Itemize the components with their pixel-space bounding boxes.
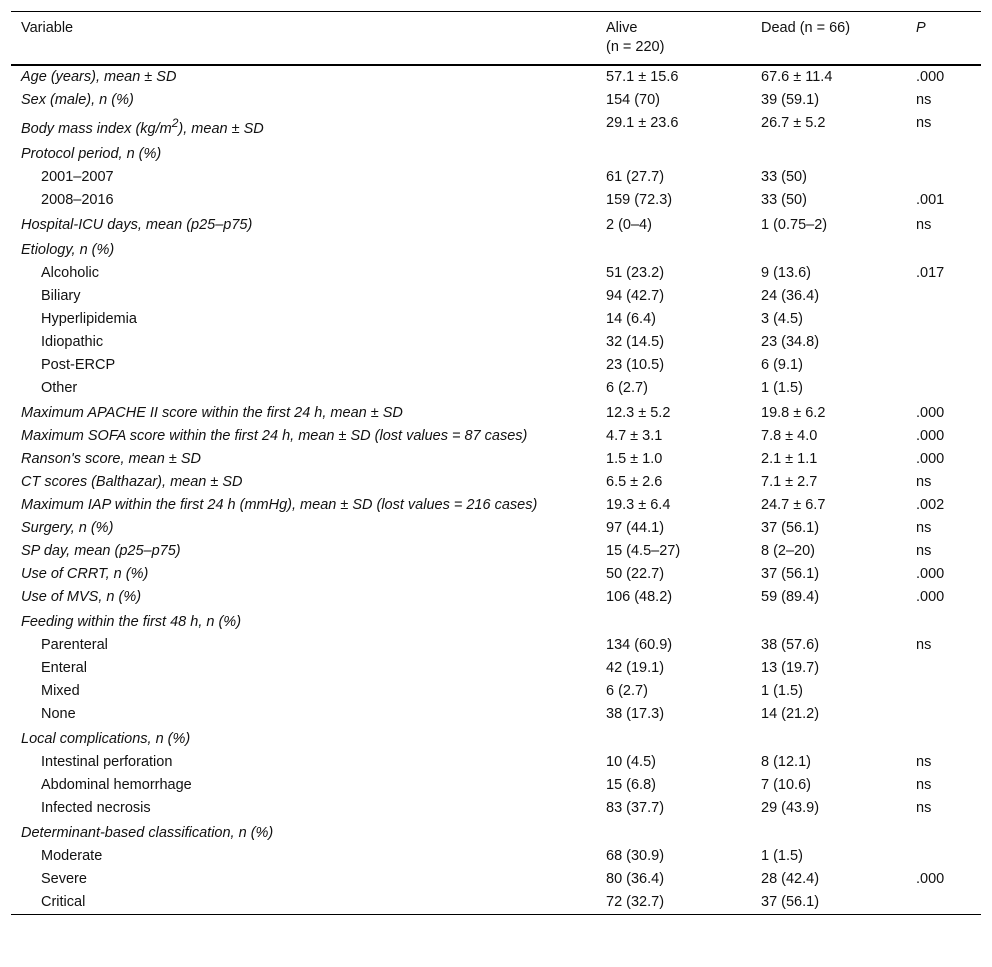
row-dead: 24.7 ± 6.7: [761, 496, 826, 513]
row-alive: 134 (60.9): [606, 636, 673, 653]
header-alive-label: Alive: [606, 20, 638, 36]
row-label-text: Body mass index (kg/m: [21, 120, 172, 137]
table-row: [11, 797, 981, 820]
table-row: [11, 89, 981, 112]
row-label-superscript: 2: [171, 116, 179, 130]
section-label: Etiology, n (%): [21, 241, 115, 258]
row-p: [906, 703, 981, 726]
row-p: [906, 657, 981, 680]
row-label: Use of MVS, n (%): [21, 588, 142, 605]
table-row: [11, 425, 981, 448]
row-dead: 37 (56.1): [761, 565, 820, 582]
row-label: Hyperlipidemia: [41, 310, 137, 327]
row-p: .000: [916, 69, 945, 85]
row-p: ns: [916, 473, 932, 490]
row-alive: 97 (44.1): [606, 519, 665, 536]
row-alive: 61 (27.7): [606, 168, 665, 185]
section-label: Local complications, n (%): [21, 730, 191, 747]
row-p: [906, 308, 981, 331]
row-p: [906, 680, 981, 703]
row-p: [906, 141, 981, 166]
section-label: Determinant-based classification, n (%): [21, 824, 274, 841]
row-dead: 29 (43.9): [761, 799, 820, 816]
row-label: Maximum SOFA score within the first 24 h, mean ± SD (lost values = 87 cases): [21, 427, 528, 444]
row-label: CT scores (Balthazar), mean ± SD: [21, 473, 243, 490]
table-row: [11, 517, 981, 540]
table-row: [11, 377, 981, 400]
row-p: .000: [916, 565, 945, 582]
table-row: [11, 400, 981, 425]
row-p: .000: [916, 450, 945, 467]
row-dead: 38 (57.6): [761, 636, 820, 653]
row-dead: 8 (12.1): [761, 753, 811, 770]
row-alive: 32 (14.5): [606, 333, 665, 350]
row-label: Abdominal hemorrhage: [41, 776, 192, 793]
row-p: [906, 609, 981, 634]
row-alive: 4.7 ± 3.1: [606, 427, 663, 444]
table-row: [11, 331, 981, 354]
row-label: Moderate: [41, 847, 103, 864]
results-table: [11, 11, 981, 915]
row-alive: 6 (2.7): [606, 682, 648, 699]
table-row: [11, 680, 981, 703]
table-row: [11, 703, 981, 726]
row-dead: 1 (1.5): [761, 379, 803, 396]
row-p: .000: [916, 870, 945, 887]
row-p: ns: [916, 519, 932, 536]
row-p: .001: [916, 191, 945, 208]
row-p: [906, 891, 981, 915]
row-dead: 7.1 ± 2.7: [761, 473, 818, 490]
table-row: [11, 308, 981, 331]
row-alive: 68 (30.9): [606, 847, 665, 864]
row-dead: 37 (56.1): [761, 893, 820, 910]
table-row: [11, 65, 981, 89]
row-alive: [596, 609, 751, 634]
row-p: [906, 377, 981, 400]
table-row: [11, 891, 981, 915]
row-label: Post-ERCP: [41, 356, 116, 373]
row-label-text: ), mean ± SD: [178, 120, 264, 137]
row-dead: 1 (1.5): [761, 847, 803, 864]
row-label: Severe: [41, 870, 87, 887]
row-p: [906, 354, 981, 377]
row-dead: 3 (4.5): [761, 310, 803, 327]
table-row: [11, 751, 981, 774]
row-dead: 24 (36.4): [761, 287, 820, 304]
row-dead: [751, 141, 906, 166]
table-row: [11, 285, 981, 308]
row-p: .000: [916, 588, 945, 605]
row-alive: 50 (22.7): [606, 565, 665, 582]
row-alive: 6 (2.7): [606, 379, 648, 396]
table-row: [11, 563, 981, 586]
row-p: [906, 237, 981, 262]
row-alive: 38 (17.3): [606, 705, 665, 722]
row-alive: 6.5 ± 2.6: [606, 473, 663, 490]
row-alive: 106 (48.2): [606, 588, 673, 605]
row-label: [11, 112, 596, 141]
row-label: Surgery, n (%): [21, 519, 114, 536]
row-dead: 6 (9.1): [761, 356, 803, 373]
table-row: [11, 354, 981, 377]
row-label: Enteral: [41, 659, 87, 676]
table-row: [11, 166, 981, 189]
table-row: [11, 448, 981, 471]
row-p: ns: [916, 753, 932, 770]
row-p: [906, 820, 981, 845]
row-p: [906, 331, 981, 354]
row-dead: [751, 726, 906, 751]
table-section-row: [11, 820, 981, 845]
row-alive: 80 (36.4): [606, 870, 665, 887]
header-alive-n: (n = 220): [606, 39, 665, 55]
section-label: Feeding within the first 48 h, n (%): [21, 613, 242, 630]
header-alive: [596, 12, 751, 66]
table-row: [11, 262, 981, 285]
row-label: Infected necrosis: [41, 799, 151, 816]
row-dead: [751, 237, 906, 262]
row-alive: 19.3 ± 6.4: [606, 496, 671, 513]
table-row: [11, 845, 981, 868]
table-row: [11, 112, 981, 141]
row-dead: 37 (56.1): [761, 519, 820, 536]
header-p: P: [916, 20, 926, 36]
row-label: Intestinal perforation: [41, 753, 173, 770]
row-dead: 59 (89.4): [761, 588, 820, 605]
row-dead: 7 (10.6): [761, 776, 811, 793]
row-alive: 51 (23.2): [606, 264, 665, 281]
row-p: .002: [916, 496, 945, 513]
table-row: [11, 212, 981, 237]
table-row: [11, 634, 981, 657]
section-label: Protocol period, n (%): [21, 145, 162, 162]
row-alive: [596, 237, 751, 262]
row-p: ns: [916, 92, 932, 108]
row-dead: 1 (0.75–2): [761, 216, 828, 233]
row-alive: 72 (32.7): [606, 893, 665, 910]
row-dead: [751, 820, 906, 845]
row-dead: 26.7 ± 5.2: [761, 115, 826, 131]
row-dead: [751, 609, 906, 634]
row-p: [906, 166, 981, 189]
row-p: ns: [916, 115, 932, 131]
table-row: [11, 471, 981, 494]
row-label: None: [41, 705, 76, 722]
row-p: [906, 285, 981, 308]
row-alive: 15 (4.5–27): [606, 542, 681, 559]
row-label: Ranson's score, mean ± SD: [21, 450, 201, 467]
row-dead: 19.8 ± 6.2: [761, 404, 826, 421]
table-section-row: [11, 726, 981, 751]
table-section-row: [11, 609, 981, 634]
row-dead: 33 (50): [761, 191, 807, 208]
row-label: Maximum APACHE II score within the first 24 h, mean ± SD: [21, 404, 403, 421]
table-header-row: [11, 12, 981, 66]
row-alive: 94 (42.7): [606, 287, 665, 304]
table-row: [11, 494, 981, 517]
row-dead: 2.1 ± 1.1: [761, 450, 818, 467]
row-alive: [596, 820, 751, 845]
table-row: [11, 774, 981, 797]
row-alive: 159 (72.3): [606, 191, 673, 208]
table-row: [11, 189, 981, 212]
row-dead: 33 (50): [761, 168, 807, 185]
row-alive: 12.3 ± 5.2: [606, 404, 671, 421]
row-label: Critical: [41, 893, 86, 910]
row-dead: 67.6 ± 11.4: [761, 69, 833, 85]
row-dead: 8 (2–20): [761, 542, 816, 559]
row-label: Mixed: [41, 682, 80, 699]
row-dead: 1 (1.5): [761, 682, 803, 699]
row-alive: 14 (6.4): [606, 310, 656, 327]
table-row: [11, 657, 981, 680]
table-row: [11, 540, 981, 563]
row-p: [906, 845, 981, 868]
row-alive: [596, 141, 751, 166]
table-section-row: [11, 237, 981, 262]
row-p: .000: [916, 404, 945, 421]
row-dead: 14 (21.2): [761, 705, 820, 722]
row-label: Alcoholic: [41, 264, 100, 281]
row-alive: [596, 726, 751, 751]
row-p: .000: [916, 427, 945, 444]
header-variable: Variable: [21, 20, 74, 36]
row-p: [906, 726, 981, 751]
results-table-container: [11, 11, 981, 915]
table-row: [11, 868, 981, 891]
row-alive: 23 (10.5): [606, 356, 665, 373]
row-label: Maximum IAP within the first 24 h (mmHg), mean ± SD (lost values = 216 cases): [21, 496, 538, 513]
row-label: Hospital-ICU days, mean (p25–p75): [21, 216, 253, 233]
row-p: ns: [916, 799, 932, 816]
row-alive: 29.1 ± 23.6: [606, 115, 679, 131]
row-dead: 39 (59.1): [761, 92, 820, 108]
row-alive: 10 (4.5): [606, 753, 656, 770]
row-dead: 9 (13.6): [761, 264, 811, 281]
row-alive: 2 (0–4): [606, 216, 652, 233]
row-alive: 42 (19.1): [606, 659, 665, 676]
row-dead: 23 (34.8): [761, 333, 820, 350]
row-label: 2008–2016: [41, 191, 114, 208]
row-label: SP day, mean (p25–p75): [21, 542, 181, 559]
table-section-row: [11, 141, 981, 166]
row-p: .017: [916, 264, 945, 281]
row-label: Biliary: [41, 287, 81, 304]
table-row: [11, 586, 981, 609]
row-alive: 15 (6.8): [606, 776, 656, 793]
row-label: Age (years), mean ± SD: [21, 69, 177, 85]
row-alive: 154 (70): [606, 92, 661, 108]
row-label: Other: [41, 379, 78, 396]
row-label: Use of CRRT, n (%): [21, 565, 149, 582]
row-dead: 7.8 ± 4.0: [761, 427, 818, 444]
row-label: Sex (male), n (%): [21, 92, 134, 108]
row-alive: 83 (37.7): [606, 799, 665, 816]
header-dead: Dead (n = 66): [761, 20, 851, 36]
row-p: ns: [916, 542, 932, 559]
row-label: Parenteral: [41, 636, 108, 653]
row-dead: 28 (42.4): [761, 870, 820, 887]
row-dead: 13 (19.7): [761, 659, 820, 676]
row-p: ns: [916, 776, 932, 793]
row-label: 2001–2007: [41, 168, 114, 185]
row-alive: 57.1 ± 15.6: [606, 69, 679, 85]
row-p: ns: [916, 216, 932, 233]
row-label: Idiopathic: [41, 333, 104, 350]
row-p: ns: [916, 636, 932, 653]
row-alive: 1.5 ± 1.0: [606, 450, 663, 467]
